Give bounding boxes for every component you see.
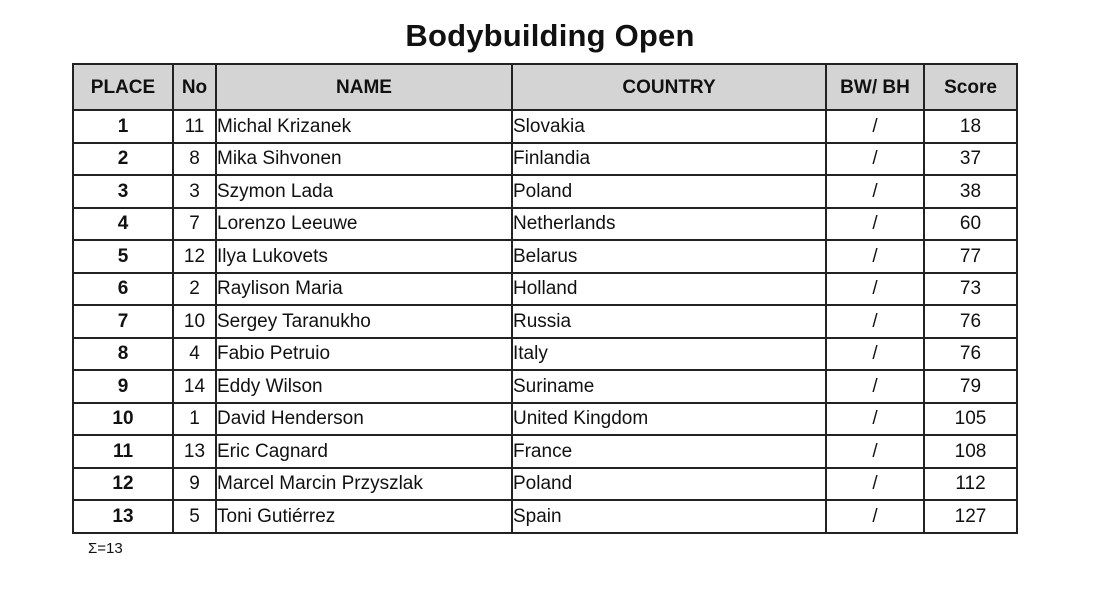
cell-bw-bh: / — [826, 435, 924, 468]
column-header-no: No — [173, 64, 216, 110]
table-header — [73, 64, 1017, 110]
cell-bw-bh: / — [826, 468, 924, 501]
cell-place: 11 — [73, 435, 173, 468]
column-header-score: Score — [924, 64, 1017, 110]
cell-place: 12 — [73, 468, 173, 501]
cell-score: 77 — [924, 240, 1017, 273]
table-row — [73, 143, 1017, 176]
column-header-place: PLACE — [73, 64, 173, 110]
cell-no: 1 — [173, 403, 216, 436]
cell-place: 13 — [73, 500, 173, 533]
cell-name: Marcel Marcin Przyszlak — [216, 468, 512, 501]
total-count: Σ=13 — [88, 540, 123, 557]
cell-no: 2 — [173, 273, 216, 306]
table-row — [73, 273, 1017, 306]
page-title: Bodybuilding Open — [405, 18, 695, 53]
cell-name: David Henderson — [216, 403, 512, 436]
results-table — [72, 63, 1018, 534]
cell-no: 3 — [173, 175, 216, 208]
cell-bw-bh: / — [826, 240, 924, 273]
cell-score: 38 — [924, 175, 1017, 208]
table-row — [73, 240, 1017, 273]
cell-name: Szymon Lada — [216, 175, 512, 208]
cell-score: 60 — [924, 208, 1017, 241]
cell-place: 5 — [73, 240, 173, 273]
cell-name: Raylison Maria — [216, 273, 512, 306]
cell-bw-bh: / — [826, 500, 924, 533]
cell-bw-bh: / — [826, 143, 924, 176]
cell-bw-bh: / — [826, 208, 924, 241]
cell-country: Poland — [512, 468, 826, 501]
cell-score: 105 — [924, 403, 1017, 436]
cell-no: 7 — [173, 208, 216, 241]
cell-score: 108 — [924, 435, 1017, 468]
table-row — [73, 468, 1017, 501]
table-row — [73, 403, 1017, 436]
cell-place: 1 — [73, 110, 173, 143]
cell-score: 76 — [924, 338, 1017, 371]
cell-bw-bh: / — [826, 338, 924, 371]
cell-bw-bh: / — [826, 110, 924, 143]
cell-country: Spain — [512, 500, 826, 533]
cell-name: Sergey Taranukho — [216, 305, 512, 338]
cell-place: 10 — [73, 403, 173, 436]
cell-place: 6 — [73, 273, 173, 306]
column-header-name: NAME — [216, 64, 512, 110]
cell-bw-bh: / — [826, 175, 924, 208]
cell-bw-bh: / — [826, 370, 924, 403]
cell-no: 11 — [173, 110, 216, 143]
cell-no: 4 — [173, 338, 216, 371]
cell-country: Belarus — [512, 240, 826, 273]
cell-country: Finlandia — [512, 143, 826, 176]
cell-no: 9 — [173, 468, 216, 501]
cell-no: 5 — [173, 500, 216, 533]
table-row — [73, 305, 1017, 338]
cell-name: Lorenzo Leeuwe — [216, 208, 512, 241]
table-body — [73, 110, 1017, 533]
cell-place: 4 — [73, 208, 173, 241]
table-row — [73, 175, 1017, 208]
cell-name: Toni Gutiérrez — [216, 500, 512, 533]
cell-place: 3 — [73, 175, 173, 208]
cell-country: Netherlands — [512, 208, 826, 241]
cell-country: Slovakia — [512, 110, 826, 143]
table-row — [73, 208, 1017, 241]
cell-score: 73 — [924, 273, 1017, 306]
table-row — [73, 370, 1017, 403]
cell-score: 18 — [924, 110, 1017, 143]
cell-place: 2 — [73, 143, 173, 176]
cell-name: Michal Krizanek — [216, 110, 512, 143]
cell-bw-bh: / — [826, 403, 924, 436]
cell-score: 112 — [924, 468, 1017, 501]
cell-country: Russia — [512, 305, 826, 338]
cell-country: Holland — [512, 273, 826, 306]
cell-no: 12 — [173, 240, 216, 273]
cell-bw-bh: / — [826, 273, 924, 306]
cell-no: 14 — [173, 370, 216, 403]
cell-place: 9 — [73, 370, 173, 403]
cell-name: Mika Sihvonen — [216, 143, 512, 176]
cell-no: 13 — [173, 435, 216, 468]
cell-name: Ilya Lukovets — [216, 240, 512, 273]
cell-score: 79 — [924, 370, 1017, 403]
header-row — [73, 64, 1017, 110]
cell-country: France — [512, 435, 826, 468]
column-header-country: COUNTRY — [512, 64, 826, 110]
cell-country: Suriname — [512, 370, 826, 403]
table-row — [73, 110, 1017, 143]
cell-score: 127 — [924, 500, 1017, 533]
cell-country: United Kingdom — [512, 403, 826, 436]
cell-score: 76 — [924, 305, 1017, 338]
cell-no: 10 — [173, 305, 216, 338]
cell-no: 8 — [173, 143, 216, 176]
table-row — [73, 500, 1017, 533]
table-row — [73, 338, 1017, 371]
cell-bw-bh: / — [826, 305, 924, 338]
cell-name: Eric Cagnard — [216, 435, 512, 468]
cell-score: 37 — [924, 143, 1017, 176]
cell-name: Fabio Petruio — [216, 338, 512, 371]
column-header-bw-bh: BW/ BH — [826, 64, 924, 110]
cell-place: 8 — [73, 338, 173, 371]
cell-place: 7 — [73, 305, 173, 338]
cell-country: Poland — [512, 175, 826, 208]
table-row — [73, 435, 1017, 468]
cell-name: Eddy Wilson — [216, 370, 512, 403]
cell-country: Italy — [512, 338, 826, 371]
